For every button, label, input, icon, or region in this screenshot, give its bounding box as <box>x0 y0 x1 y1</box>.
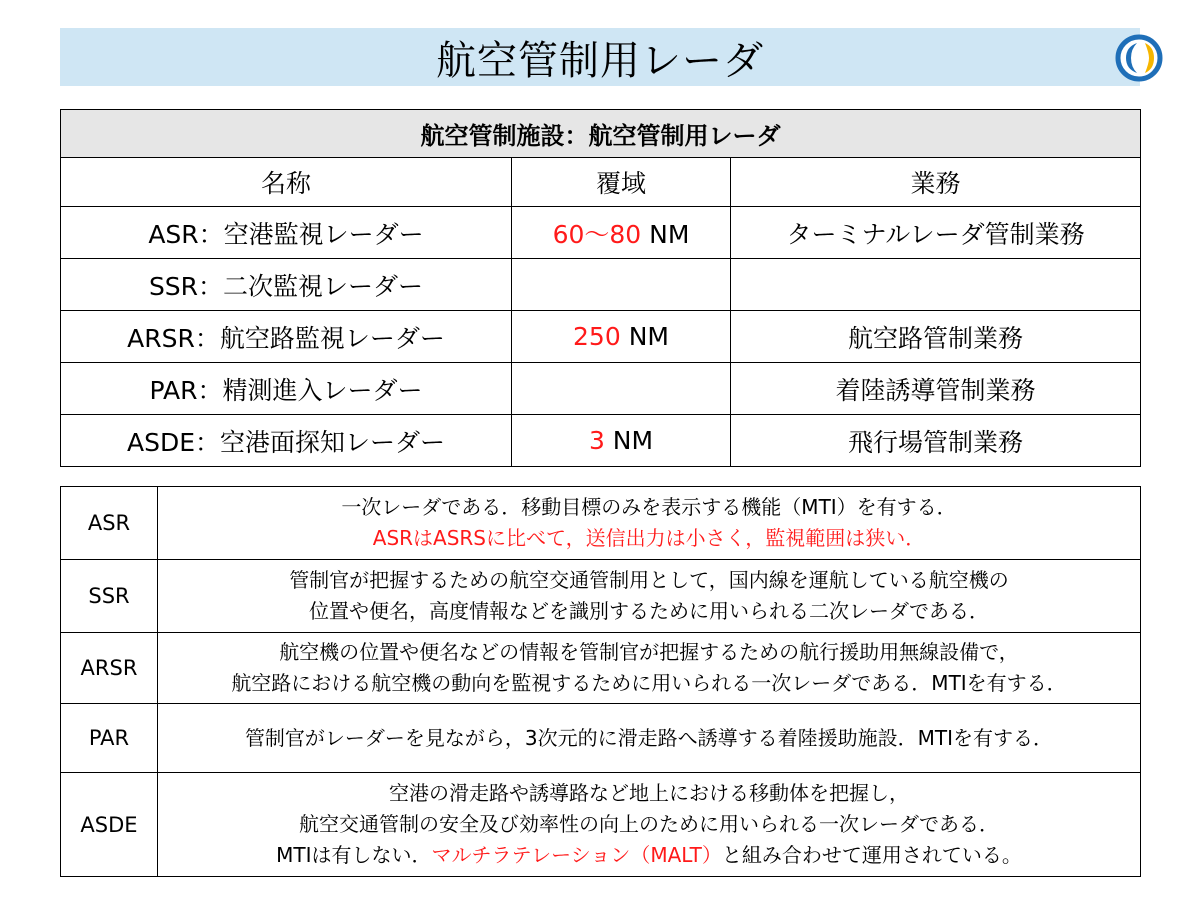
duty-cell: 着陸誘導管制業務 <box>731 363 1141 415</box>
description-text: 位置や便名，高度情報などを識別するために用いられる二次レーダである． <box>309 599 989 623</box>
blue-yellow-ring-logo-icon <box>1115 33 1163 83</box>
table-row <box>61 633 1141 704</box>
range-value: 250 <box>573 322 621 351</box>
table-row <box>61 311 1141 363</box>
duty-cell: ターミナルレーダ管制業務 <box>731 207 1141 259</box>
description-line <box>158 523 1140 554</box>
description-highlight: マルチラテレーション（MALT） <box>431 843 722 867</box>
column-header-name: 名称 <box>61 158 512 207</box>
table-row <box>61 363 1141 415</box>
range-unit: NM <box>620 322 669 351</box>
description-line <box>158 778 1140 809</box>
description-text: 航空機の位置や便名などの情報を管制官が把握するための航行援助用無線設備で， <box>279 640 1019 664</box>
radar-name-cell: ASDE：空港面探知レーダー <box>61 415 512 467</box>
radar-description-table <box>60 486 1141 877</box>
title-bar <box>60 28 1140 86</box>
range-unit: NM <box>641 219 690 249</box>
column-header-range: 覆域 <box>512 158 731 207</box>
description-text: 航空路における航空機の動向を監視するために用いられる一次レーダである．MTIを有する． <box>231 671 1067 695</box>
description-line <box>158 637 1140 668</box>
radar-name-cell: PAR：精測進入レーダー <box>61 363 512 415</box>
radar-summary-table <box>60 109 1141 467</box>
coverage-range-cell <box>512 207 731 259</box>
duty-cell <box>731 259 1141 311</box>
radar-abbr-cell: ARSR <box>61 633 158 704</box>
description-text: MTIは有しない． <box>276 843 432 867</box>
page-title: 航空管制用レーダ <box>436 37 764 84</box>
description-line <box>158 668 1140 699</box>
coverage-range-cell <box>512 363 731 415</box>
radar-name-cell: ARSR：航空路監視レーダー <box>61 311 512 363</box>
radar-name-cell: ASR：空港監視レーダー <box>61 207 512 259</box>
table-row <box>61 560 1141 633</box>
description-text: 管制官が把握するための航空交通管制用として，国内線を運航している航空機の <box>289 568 1009 592</box>
column-header-duty: 業務 <box>731 158 1141 207</box>
radar-abbr-cell: ASDE <box>61 773 158 877</box>
description-line <box>158 492 1140 523</box>
description-highlight: ASRはASRSに比べて，送信出力は小さく，監視範囲は狭い． <box>372 526 926 550</box>
description-line <box>158 596 1140 627</box>
table-caption: 航空管制施設：航空管制用レーダ <box>61 110 1141 158</box>
range-value: 60～80 <box>552 219 642 249</box>
radar-description-cell <box>158 487 1141 560</box>
radar-description-cell <box>158 633 1141 704</box>
range-value: 3 <box>588 426 605 455</box>
description-text: 空港の滑走路や誘導路など地上における移動体を把握し， <box>389 781 909 805</box>
description-text: 航空交通管制の安全及び効率性の向上のために用いられる一次レーダである． <box>299 812 999 836</box>
coverage-range-cell <box>512 259 731 311</box>
coverage-range-cell <box>512 311 731 363</box>
radar-description-cell <box>158 560 1141 633</box>
radar-abbr-cell: PAR <box>61 704 158 773</box>
radar-description-cell <box>158 773 1141 877</box>
radar-name-cell: SSR：二次監視レーダー <box>61 259 512 311</box>
radar-abbr-cell: SSR <box>61 560 158 633</box>
table-row <box>61 704 1141 773</box>
table-row <box>61 487 1141 560</box>
description-line <box>158 809 1140 840</box>
table-row <box>61 207 1141 259</box>
range-unit: NM <box>604 426 654 455</box>
table-row <box>61 259 1141 311</box>
table-row <box>61 415 1141 467</box>
duty-cell: 航空路管制業務 <box>731 311 1141 363</box>
duty-cell: 飛行場管制業務 <box>731 415 1141 467</box>
description-text: 管制官がレーダーを見ながら，3次元的に滑走路へ誘導する着陸援助施設．MTIを有する． <box>244 725 1054 750</box>
description-line <box>158 723 1140 754</box>
description-text: と組み合わせて運用されている。 <box>721 843 1022 867</box>
description-line <box>158 565 1140 596</box>
description-line <box>158 840 1140 871</box>
coverage-range-cell <box>512 415 731 467</box>
table-row <box>61 773 1141 877</box>
radar-abbr-cell: ASR <box>61 487 158 560</box>
radar-description-cell <box>158 704 1141 773</box>
description-text: 一次レーダである．移動目標のみを表示する機能（MTI）を有する． <box>341 495 957 519</box>
